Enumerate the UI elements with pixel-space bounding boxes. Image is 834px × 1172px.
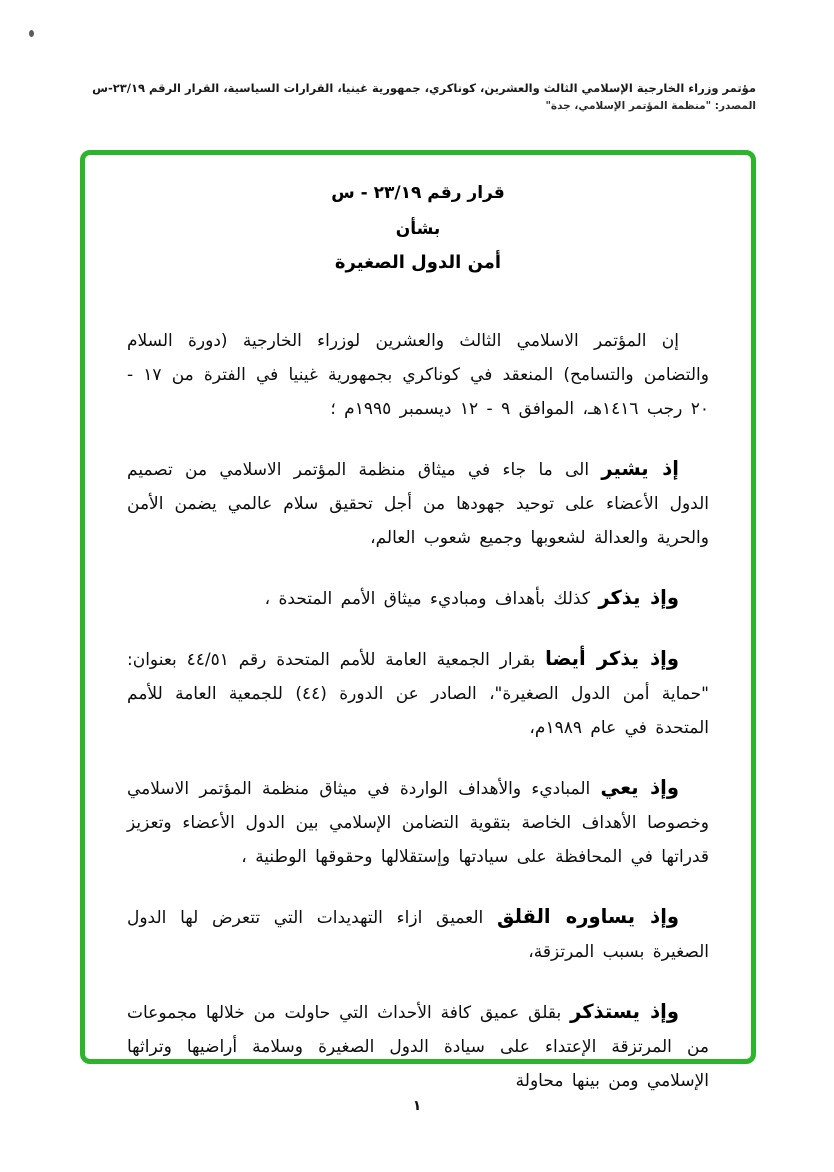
page-number: ١ <box>412 1098 422 1114</box>
resolution-paragraph <box>127 452 709 555</box>
clause-text: بقلق عميق كافة الأحداث التي حاولت من خلالها مجموعات من المرتزقة الإعتداء على سيادة الدول الصغيرة وسلامة أراضيها وتراثها الإسلامي ومن بينها محاولة <box>127 1003 709 1091</box>
resolution-paragraph <box>127 323 709 426</box>
resolution-paragraph <box>127 771 709 874</box>
clause-lead: وإذ يذكر أيضا <box>545 647 679 670</box>
resolution-paragraph <box>127 581 709 616</box>
resolution-regarding-title: بشأن <box>395 219 441 239</box>
clause-text: الى ما جاء في ميثاق منظمة المؤتمر الاسلامي من تصميم الدول الأعضاء على توحيد جهودها من أجل تحقيق سلام عالمي يضمن الأمن والحرية والعدالة لشعوبها وجميع شعوب العالم، <box>127 460 709 548</box>
document-header <box>80 80 756 113</box>
resolution-paragraph <box>127 995 709 1098</box>
resolution-body <box>127 323 709 1098</box>
resolution-highlight-box <box>80 150 756 1091</box>
clause-lead: وإذ يعي <box>600 776 679 799</box>
resolution-paragraph <box>127 900 709 969</box>
clause-text: العميق ازاء التهديدات التي تتعرض لها الدول الصغيرة بسبب المرتزقة، <box>127 908 709 962</box>
clause-lead: وإذ يستذكر <box>570 1000 679 1023</box>
clause-lead: وإذ يساوره القلق <box>497 905 679 928</box>
clause-text: بقرار الجمعية العامة للأمم المتحدة رقم ٤٤/٥١ بعنوان: "حماية أمن الدول الصغيرة"، الصادر عن الدورة (٤٤) للجمعية العامة للأمم المتحدة في عام ١٩٨٩م، <box>127 650 709 738</box>
header-conference-title: مؤتمر وزراء الخارجية الإسلامي الثالث والعشرين، كوناكري، جمهورية غينيا، القرارات السياسية، القرار الرقم ٢٣/١٩-س <box>92 81 756 95</box>
resolution-paragraph <box>127 642 709 745</box>
clause-text: المباديء والأهداف الواردة في ميثاق منظمة المؤتمر الاسلامي وخصوصا الأهداف الخاصة بتقوية التضامن الإسلامي بين الدول الأعضاء وتعزيز قدراتها في المحافظة على سيادتها وإستقلالها وحقوقها الوطنية ، <box>127 779 709 867</box>
resolution-subject-title: أمن الدول الصغيرة <box>334 252 502 273</box>
clause-text: كذلك بأهداف ومباديء ميثاق الأمم المتحدة ، <box>264 589 599 609</box>
clause-lead: وإذ يذكر <box>598 586 679 609</box>
clause-lead: إذ يشير <box>601 457 679 480</box>
scan-artifact-dot <box>29 30 34 37</box>
resolution-number-title: قرار رقم ٢٣/١٩ - س <box>331 183 505 203</box>
clause-text: إن المؤتمر الاسلامي الثالث والعشرين لوزراء الخارجية (دورة السلام والتضامن والتسامح) المنعقد في كوناكري بجمهورية غينيا في الفترة من ١٧ - ٢٠ رجب ١٤١٦هـ، الموافق ٩ - ١٢ ديسمبر ١٩٩٥م ؛ <box>127 331 709 419</box>
header-source-line: المصدر: "منظمة المؤتمر الإسلامي، جدة" <box>545 100 756 112</box>
